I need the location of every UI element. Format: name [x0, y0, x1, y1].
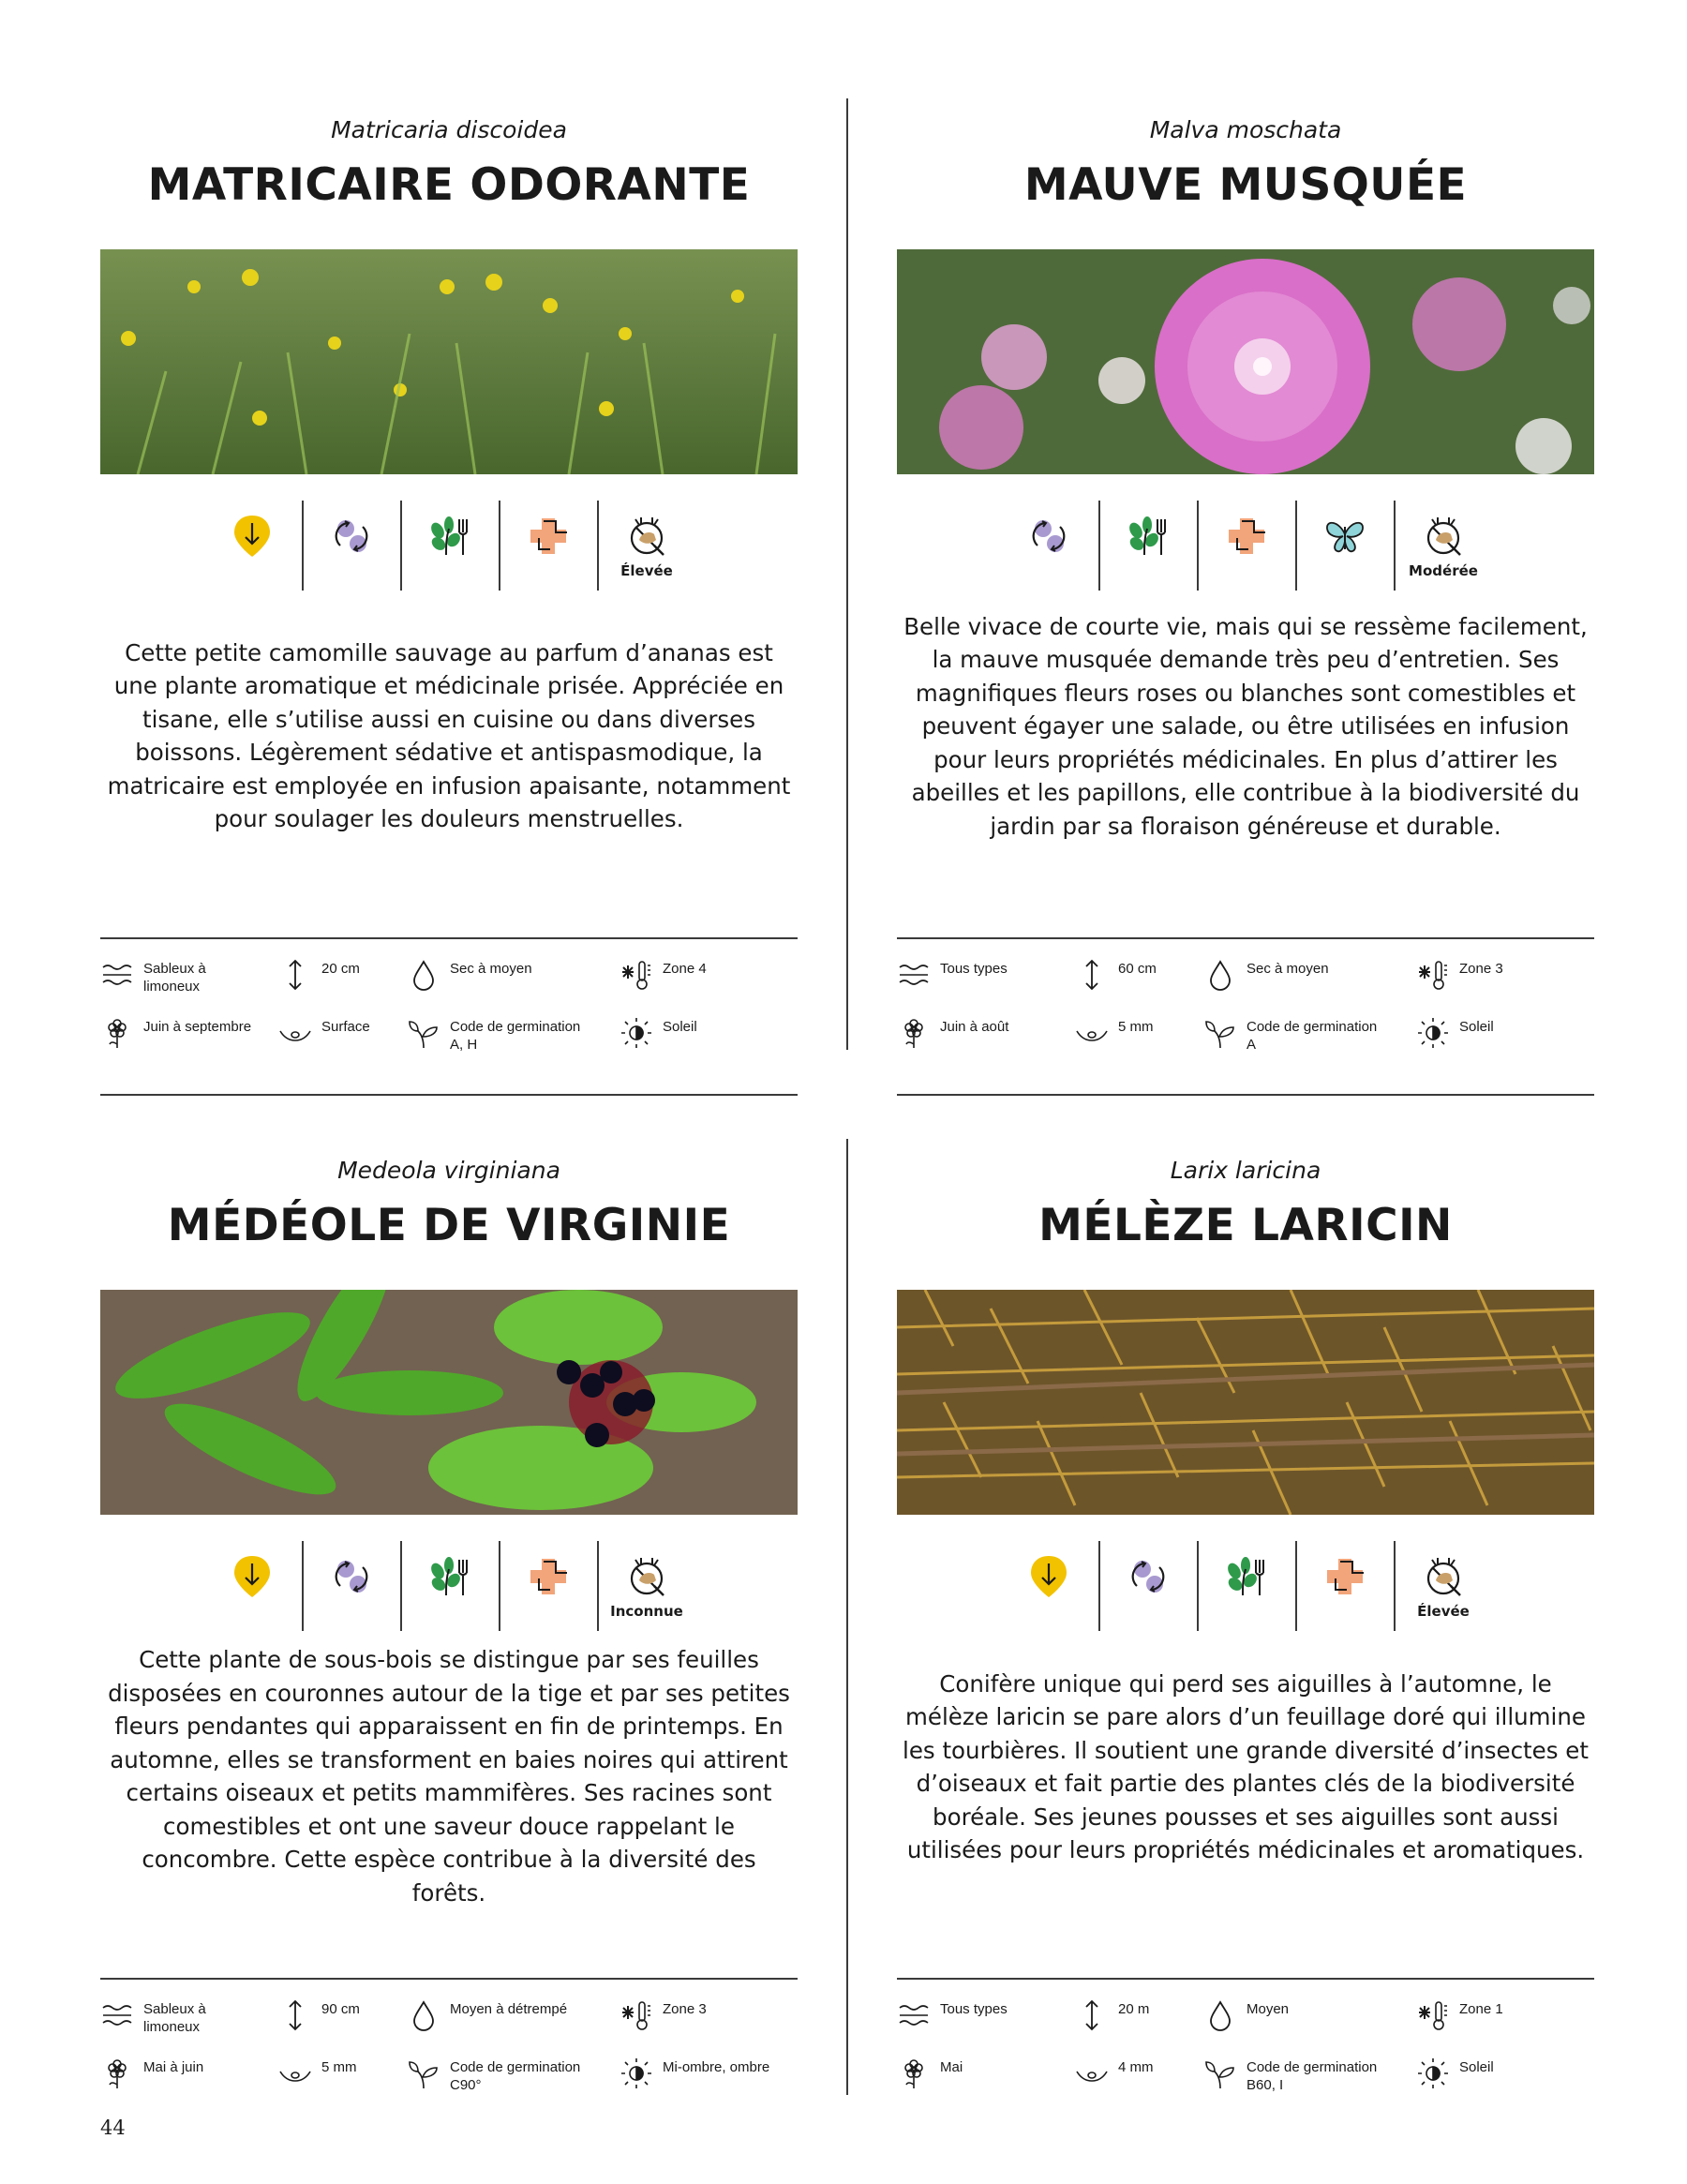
cycle-icon — [302, 501, 400, 591]
plant-height-value: 20 cm — [321, 961, 360, 977]
seed-depth-value: 5 mm — [321, 2059, 357, 2075]
hardiness-zone — [1459, 2000, 1581, 2018]
sun-exposure — [1459, 1018, 1581, 1036]
pollinator-pin-icon — [1000, 1541, 1098, 1631]
flower-icon — [897, 1016, 931, 1050]
bloom-period-value: Juin à septembre — [143, 1019, 252, 1035]
flower-icon — [100, 2057, 134, 2090]
water-drop-icon — [407, 1998, 440, 2032]
medicinal-cross-icon — [499, 501, 597, 591]
latin-name: Larix laricina — [1170, 1157, 1321, 1184]
seed-depth — [1118, 2058, 1202, 2076]
bloom-period-value: Mai à juin — [143, 2059, 204, 2075]
deer-resistance-icon — [1394, 1541, 1492, 1631]
seed-depth-value: Surface — [321, 1019, 370, 1035]
plant-card — [897, 112, 1594, 1053]
germination-code — [1247, 1018, 1387, 1054]
bloom-period — [143, 1018, 265, 1036]
icon-strip — [100, 501, 798, 591]
soil-type — [940, 2000, 1062, 2018]
seed-depth — [321, 1018, 406, 1036]
plant-photo — [100, 1290, 798, 1515]
germination-icon — [407, 2057, 440, 2090]
height-icon — [278, 958, 312, 992]
sun-icon — [620, 1016, 653, 1050]
plant-description: Conifère unique qui perd ses aiguilles à l’automne, le mélèze laricin se pare alors d’un feuillage doré qui illumine les tourbières. Il soutient une grande diversité d’insectes et d’oiseaux et fait partie des plantes clés de la biodiversité boréale. Ses jeunes pousses et ses aiguilles sont aussi utilisées pour leurs propriétés médicinales et aromatiques. — [903, 1669, 1589, 1863]
bloom-period-value: Juin à août — [940, 1019, 1009, 1035]
bloom-period-value: Mai — [940, 2059, 963, 2075]
description-block — [100, 619, 798, 853]
germination-code-value: Code de germination B60, I — [1247, 2059, 1378, 2093]
sun-icon — [1416, 2057, 1450, 2090]
bloom-period — [143, 2058, 265, 2076]
icon-strip — [897, 501, 1594, 591]
sun-exposure-value: Soleil — [1459, 2059, 1494, 2075]
seed-depth-icon — [278, 1016, 312, 1050]
germination-code-value: Code de germination A — [1247, 1019, 1378, 1053]
attributes-table — [897, 1978, 1594, 2139]
plant-height — [1118, 2000, 1202, 2018]
latin-name: Medeola virginiana — [337, 1157, 560, 1184]
seed-depth-icon — [278, 2057, 312, 2090]
attributes-table — [100, 937, 798, 1099]
attributes-table — [897, 937, 1594, 1099]
cold-zone-icon — [1416, 958, 1450, 992]
cycle-icon — [1000, 501, 1098, 591]
icon-strip — [897, 1541, 1594, 1631]
medicinal-cross-icon — [499, 1541, 597, 1631]
hardiness-zone-value: Zone 3 — [1459, 961, 1503, 977]
icon-strip — [100, 1541, 798, 1631]
soil-icon — [897, 958, 931, 992]
seed-depth-value: 4 mm — [1118, 2059, 1154, 2075]
cycle-icon — [1098, 1541, 1197, 1631]
deer-resistance-icon — [597, 1541, 695, 1631]
pollinator-pin-icon — [203, 1541, 302, 1631]
medicinal-cross-icon — [1295, 1541, 1394, 1631]
soil-type-value: Tous types — [940, 2001, 1008, 2017]
page-number: 44 — [100, 2117, 126, 2139]
soil-type-value: Tous types — [940, 961, 1008, 977]
height-icon — [1075, 1998, 1109, 2032]
water-needs — [450, 2000, 590, 2018]
resistance-level: Élevée — [1417, 1603, 1470, 1620]
deer-resistance-icon — [597, 501, 695, 591]
cycle-icon — [302, 1541, 400, 1631]
description-block — [897, 609, 1594, 844]
soil-icon — [897, 1998, 931, 2032]
germination-icon — [407, 1016, 440, 1050]
plant-title: MATRICAIRE ODORANTE — [147, 159, 751, 211]
plant-height — [321, 960, 406, 978]
column-divider-top — [846, 98, 848, 1050]
germination-code-value: Code de germination A, H — [450, 1019, 581, 1053]
water-needs-value: Sec à moyen — [1247, 961, 1329, 977]
soil-type — [143, 960, 265, 995]
seed-depth — [321, 2058, 406, 2076]
cold-zone-icon — [1416, 1998, 1450, 2032]
water-needs — [1247, 960, 1387, 978]
plant-photo — [897, 249, 1594, 474]
water-needs — [450, 960, 590, 978]
hardiness-zone-value: Zone 3 — [663, 2001, 707, 2017]
sun-icon — [620, 2057, 653, 2090]
plant-card — [897, 1153, 1594, 2093]
sun-exposure-value: Soleil — [663, 1019, 697, 1035]
height-icon — [278, 1998, 312, 2032]
pollinator-pin-icon — [203, 501, 302, 591]
bloom-period — [940, 1018, 1062, 1036]
description-block — [897, 1650, 1594, 1884]
plant-card — [100, 1153, 798, 2093]
hardiness-zone — [663, 2000, 784, 2018]
soil-type — [143, 2000, 265, 2036]
plant-description: Cette petite camomille sauvage au parfum d’ananas est une plante aromatique et médicinale prisée. Appréciée en tisane, elle s’utilise aussi en cuisine ou dans diverses boissons. Légèrement sédative et antispasmodique, la matricaire est employée en infusion apaisante, notamment pour soulager les douleurs menstruelles. — [107, 638, 791, 832]
germination-icon — [1203, 1016, 1237, 1050]
sun-exposure-value: Mi-ombre, ombre — [663, 2059, 770, 2075]
water-drop-icon — [1203, 1998, 1237, 2032]
flower-icon — [897, 2057, 931, 2090]
plant-height — [1118, 960, 1202, 978]
soil-icon — [100, 1998, 134, 2032]
water-needs-value: Moyen — [1247, 2001, 1290, 2017]
hardiness-zone — [663, 960, 784, 978]
germination-code — [450, 1018, 590, 1054]
medicinal-cross-icon — [1197, 501, 1295, 591]
water-needs-value: Sec à moyen — [450, 961, 532, 977]
plant-height — [321, 2000, 406, 2018]
sun-exposure — [663, 2058, 784, 2076]
seed-depth-icon — [1075, 2057, 1109, 2090]
sun-exposure-value: Soleil — [1459, 1019, 1494, 1035]
edible-plant-icon — [400, 501, 499, 591]
germination-code — [1247, 2058, 1387, 2094]
deer-resistance-icon — [1394, 501, 1492, 591]
soil-type-value: Sableux à limoneux — [143, 961, 206, 995]
sun-exposure — [1459, 2058, 1581, 2076]
cold-zone-icon — [620, 1998, 653, 2032]
hardiness-zone — [1459, 960, 1581, 978]
edible-plant-icon — [400, 1541, 499, 1631]
edible-plant-icon — [1197, 1541, 1295, 1631]
flower-icon — [100, 1016, 134, 1050]
germination-code — [450, 2058, 590, 2094]
edible-plant-icon — [1098, 501, 1197, 591]
soil-icon — [100, 958, 134, 992]
soil-type — [940, 960, 1062, 978]
plant-photo — [897, 1290, 1594, 1515]
plant-card — [100, 112, 798, 1053]
plant-height-value: 90 cm — [321, 2001, 360, 2017]
plant-height-value: 20 m — [1118, 2001, 1150, 2017]
germination-code-value: Code de germination C90° — [450, 2059, 581, 2093]
plant-title: MÉDÉOLE DE VIRGINIE — [167, 1200, 731, 1251]
water-drop-icon — [407, 958, 440, 992]
description-block — [100, 1646, 798, 1907]
plant-description: Cette plante de sous-bois se distingue par ses feuilles disposées en couronnes autour de la tige et par ses petites fleurs pendantes qui apparaissent en fin de printemps. En automne, elles se transforment en baies noires qui attirent certains oiseaux et petits mammifères. Ses racines sont comestibles et ont une saveur douce rappelant le concombre. Cette espèce contribue à la diversité des forêts. — [108, 1646, 790, 1907]
latin-name: Matricaria discoidea — [331, 116, 567, 143]
plant-description: Belle vivace de courte vie, mais qui se ressème facilement, la mauve musquée demande très peu d’entretien. Ses magnifiques fleurs roses ou blanches sont comestibles et peuvent égayer une salade, ou être utilisées en infusion pour leurs propriétés médicinales. En plus d’attirer les abeilles et les papillons, elle contribue à la biodiversité du jardin par sa floraison généreuse et durable. — [903, 612, 1588, 840]
seed-depth-value: 5 mm — [1118, 1019, 1154, 1035]
resistance-level: Modérée — [1409, 562, 1478, 579]
resistance-level: Inconnue — [610, 1603, 683, 1620]
column-divider-bottom — [846, 1139, 848, 2095]
hardiness-zone-value: Zone 1 — [1459, 2001, 1503, 2017]
attributes-table — [100, 1978, 798, 2139]
plant-title: MÉLÈZE LARICIN — [1038, 1200, 1453, 1251]
latin-name: Malva moschata — [1149, 116, 1342, 143]
soil-type-value: Sableux à limoneux — [143, 2001, 206, 2035]
sun-exposure — [663, 1018, 784, 1036]
water-drop-icon — [1203, 958, 1237, 992]
germination-icon — [1203, 2057, 1237, 2090]
cold-zone-icon — [620, 958, 653, 992]
water-needs-value: Moyen à détrempé — [450, 2001, 568, 2017]
sun-icon — [1416, 1016, 1450, 1050]
plant-title: MAUVE MUSQUÉE — [1023, 159, 1468, 211]
seed-depth — [1118, 1018, 1202, 1036]
hardiness-zone-value: Zone 4 — [663, 961, 707, 977]
bloom-period — [940, 2058, 1062, 2076]
height-icon — [1075, 958, 1109, 992]
water-needs — [1247, 2000, 1387, 2018]
plant-height-value: 60 cm — [1118, 961, 1157, 977]
plant-photo — [100, 249, 798, 474]
resistance-level: Élevée — [620, 562, 673, 579]
seed-depth-icon — [1075, 1016, 1109, 1050]
butterfly-icon — [1295, 501, 1394, 591]
